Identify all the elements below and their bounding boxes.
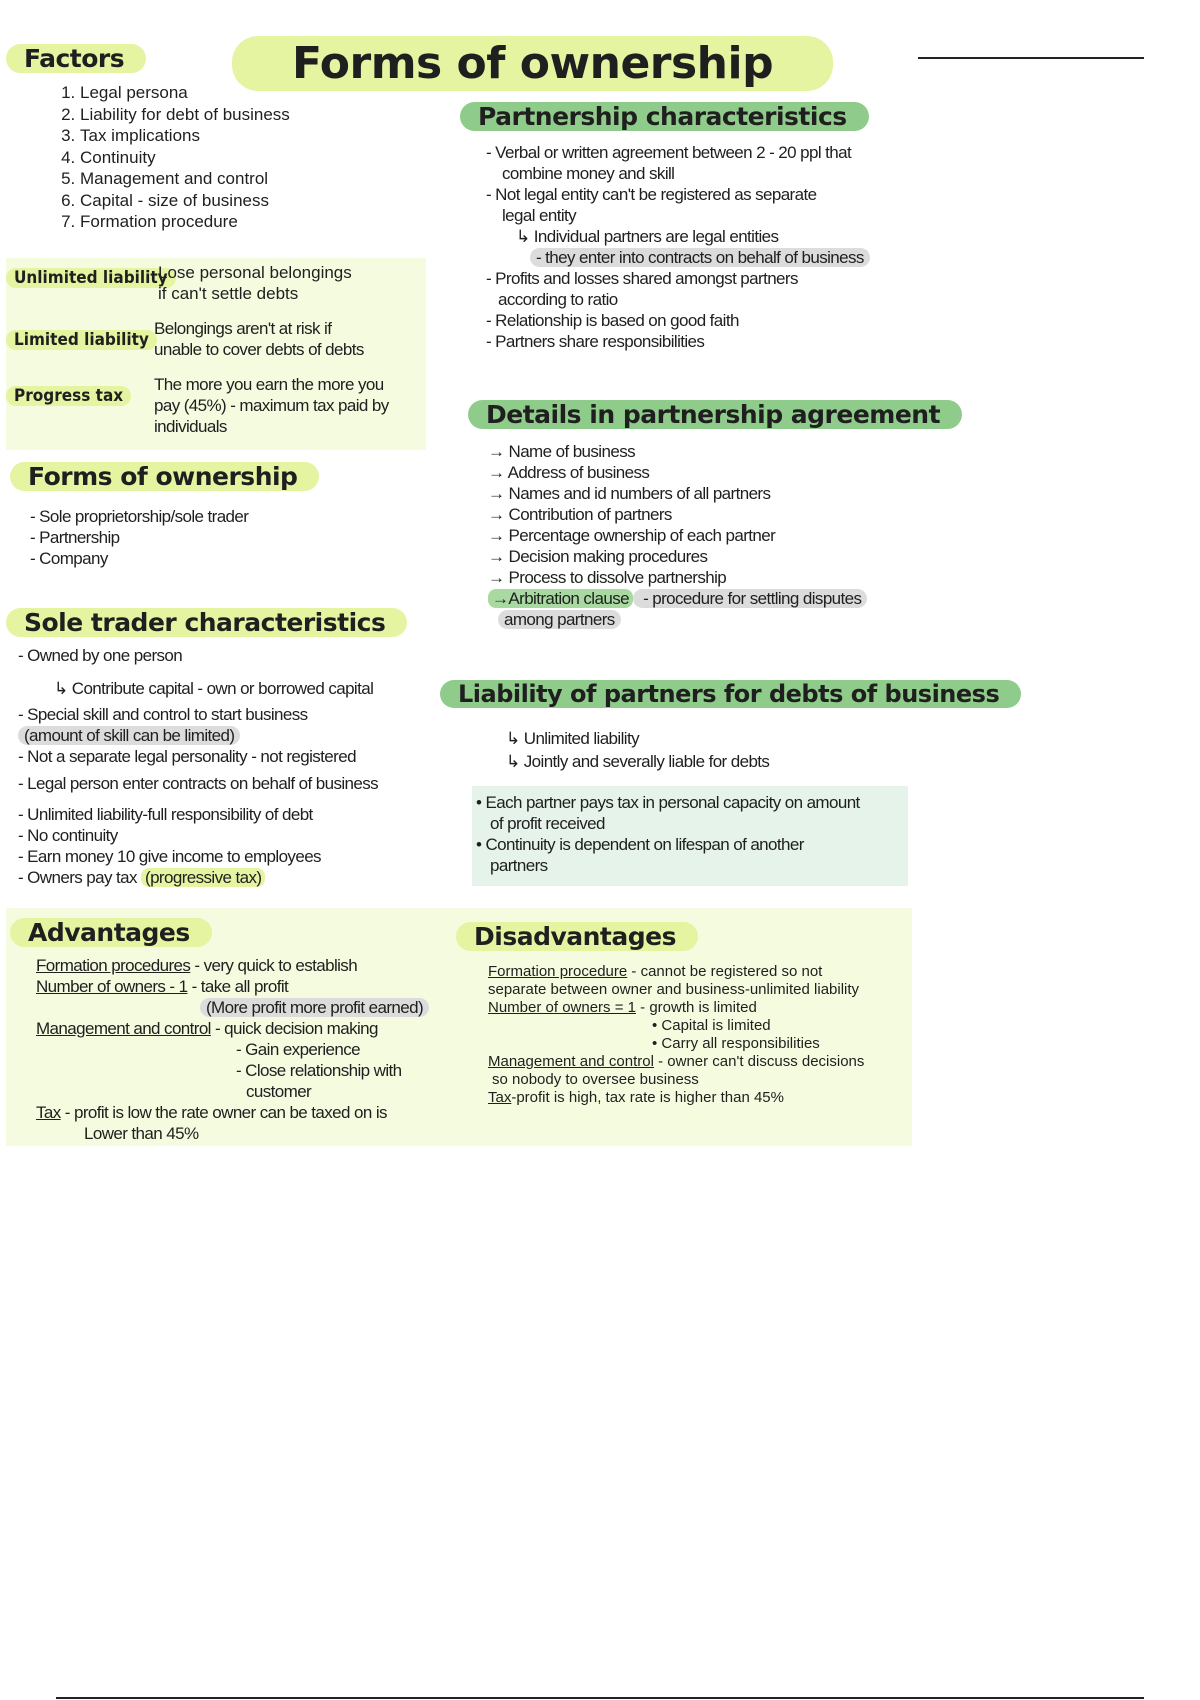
- agreement-heading: Details in partnership agreement: [468, 400, 962, 429]
- forms-list: [30, 506, 248, 569]
- partnership-list: - Verbal or written agreement between 2 - 20 ppl that combine money and skill - Not legal entity can't be registered as separate legal entity ↳ Individual partners are legal entities - they enter into contracts on behalf of business - Profits and losses shared amongst partners according to ratio - Relationship is based on good faith - Partners share responsibilities: [486, 142, 926, 352]
- factor-item: 7. Formation procedure: [80, 211, 290, 233]
- top-right-rule: [918, 57, 1144, 59]
- liability-list: ↳ Unlimited liability ↳ Jointly and severally liable for debts: [506, 729, 770, 771]
- factor-item: 5. Management and control: [80, 168, 290, 190]
- advantages-heading: Advantages: [10, 918, 212, 947]
- term-desc: Belongings aren't at risk if unable to cover debts of debts: [154, 319, 364, 359]
- term-progress-tax: Progress tax: [6, 386, 131, 406]
- term-unlimited-liability: Unlimited liability: [6, 268, 176, 288]
- factor-item: 3. Tax implications: [80, 125, 290, 147]
- factors-list: [46, 82, 290, 233]
- bottom-rule: [56, 1697, 1144, 1699]
- partnership-heading: Partnership characteristics: [460, 102, 869, 131]
- forms-item: - Sole proprietorship/sole trader: [30, 507, 249, 526]
- factor-item: 6. Capital - size of business: [80, 190, 290, 212]
- liability-notes: • Each partner pays tax in personal capacity on amount of profit received • Continuity is dependent on lifespan of another partners: [476, 793, 860, 875]
- forms-heading: Forms of ownership: [10, 462, 319, 491]
- disadvantages-content: Formation procedure - cannot be registered so not separate between owner and business-unlimited liability Number of owners = 1 - growth is limited • Capital is limited • Carry all responsibilities Management and control - owner can't discuss decisions so nobody to oversee business Tax-profit is high, tax rate is higher than 45%: [488, 963, 865, 1106]
- factor-item: 2. Liability for debt of business: [80, 104, 290, 126]
- forms-item: - Company: [30, 549, 108, 568]
- term-limited-liability: Limited liability: [6, 330, 157, 350]
- forms-item: - Partnership: [30, 528, 120, 547]
- term-desc: Lose personal belongings if can't settle debts: [158, 263, 352, 303]
- factor-item: 4. Continuity: [80, 147, 290, 169]
- advantages-content: Formation procedures - very quick to establish Number of owners - 1 - take all profit (More profit more profit earned) Management and control - quick decision making - Gain experience - Close relationship with customer Tax - profit is low the rate owner can be taxed on is Lower than 45%: [36, 955, 466, 1144]
- liability-heading: Liability of partners for debts of business: [440, 680, 1021, 708]
- page-title: Forms of ownership: [232, 36, 833, 91]
- disadvantages-heading: Disadvantages: [456, 922, 698, 951]
- term-desc: The more you earn the more you pay (45%) - maximum tax paid by individuals: [154, 375, 389, 436]
- sole-trader-list: - Owned by one person ↳ Contribute capital - own or borrowed capital - Special skill and control to start business (amount of skill can be limited) - Not a separate legal personality - not registered - Legal person enter contracts on behalf of business - Unlimited liability-full responsibility of debt - No continuity - Earn money 10 give income to employees - Owners pay tax (progressive tax): [18, 646, 379, 887]
- sole-trader-heading: Sole trader characteristics: [6, 608, 407, 637]
- agreement-list: → Name of business → Address of business → Names and id numbers of all partners → Contribution of partners → Percentage ownership of each partner → Decision making procedures → Process to dissolve partnership →Arbitration clause - procedure for settling disputes among partners: [488, 441, 928, 630]
- factors-heading: Factors: [6, 44, 146, 73]
- factor-item: 1. Legal persona: [80, 82, 290, 104]
